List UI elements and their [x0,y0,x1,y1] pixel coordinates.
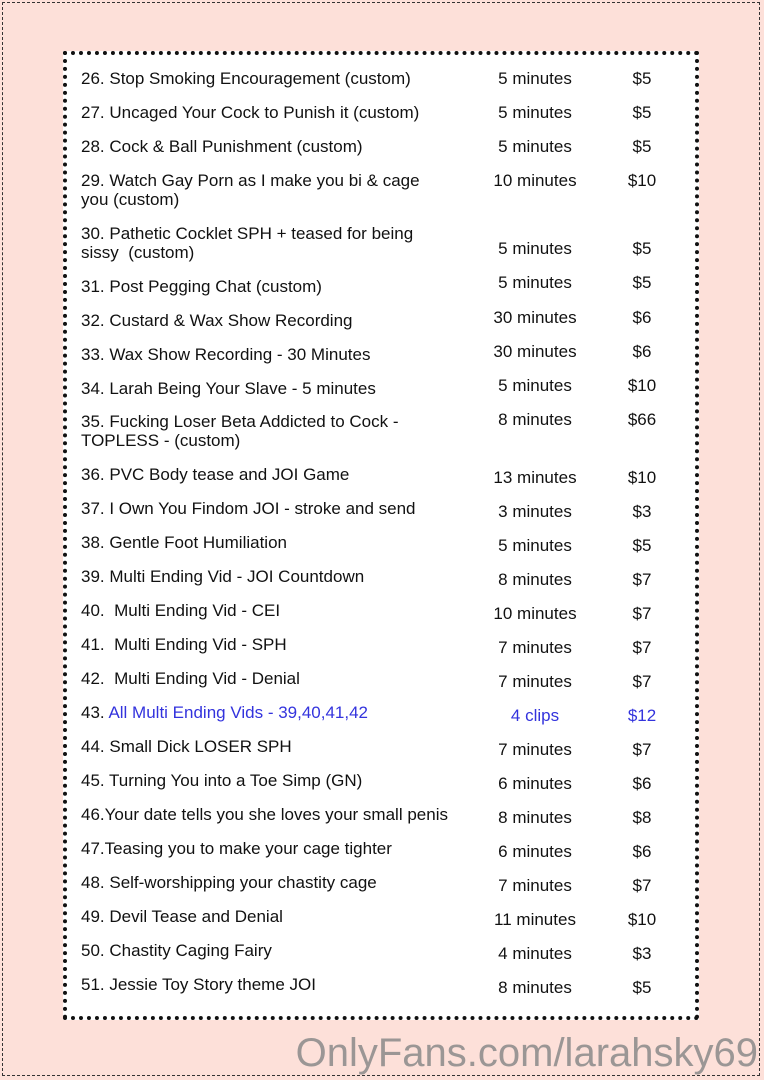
item-price: $5 [632,103,652,122]
item-duration: 5 minutes [498,137,572,156]
item-price: $7 [632,876,652,895]
item-price: $10 [627,468,657,487]
item-price: $3 [632,944,652,963]
item-price: $5 [632,137,652,156]
item-number: 43. [81,703,105,722]
watermark-text: OnlyFans.com/larahsky69 [295,1031,758,1075]
item-price: $3 [632,502,652,521]
item-title: 40. Multi Ending Vid - CEI [81,601,281,620]
item-price: $12 [627,706,657,725]
bundle-title: All Multi Ending Vids - 39,40,41,42 [108,703,369,722]
item-title: 45. Turning You into a Toe Simp (GN) [81,771,363,790]
item-price: $5 [632,978,652,997]
item-title: 38. Gentle Foot Humiliation [81,533,287,552]
item-duration: 4 minutes [498,944,572,963]
item-price: $6 [632,308,652,327]
item-duration: 5 minutes [498,536,572,555]
item-duration: 8 minutes [498,570,572,589]
item-duration: 30 minutes [493,308,577,327]
item-title: 27. Uncaged Your Cock to Punish it (custom) [81,103,420,122]
item-title: 35. Fucking Loser Beta Addicted to Cock - TOPLESS - (custom) [81,412,403,450]
item-duration: 8 minutes [498,978,572,997]
item-duration: 10 minutes [493,171,577,190]
item-duration: 7 minutes [498,740,572,759]
item-price: $7 [632,672,652,691]
item-price: $10 [627,171,657,190]
item-title [81,703,481,722]
item-price: $7 [632,740,652,759]
item-price: $5 [632,536,652,555]
price-list-sheet [63,51,699,1020]
item-title: 33. Wax Show Recording - 30 Minutes [81,345,371,364]
item-duration: 5 minutes [498,273,572,292]
item-title: 26. Stop Smoking Encouragement (custom) [81,69,411,88]
item-title: 41. Multi Ending Vid - SPH [81,635,287,654]
item-title: 31. Post Pegging Chat (custom) [81,277,322,296]
item-duration: 5 minutes [498,69,572,88]
item-price: $7 [632,638,652,657]
item-duration: 30 minutes [493,342,577,361]
item-price: $6 [632,774,652,793]
item-duration: 5 minutes [498,103,572,122]
item-title: 42. Multi Ending Vid - Denial [81,669,300,688]
item-duration: 4 clips [510,706,560,725]
item-price: $10 [627,376,657,395]
item-title: 50. Chastity Caging Fairy [81,941,272,960]
item-title: 36. PVC Body tease and JOI Game [81,465,350,484]
item-duration: 13 minutes [493,468,577,487]
item-price: $6 [632,342,652,361]
item-duration: 6 minutes [498,842,572,861]
item-price: $66 [627,410,657,429]
item-duration: 10 minutes [493,604,577,623]
item-duration: 8 minutes [498,410,572,429]
item-title: 49. Devil Tease and Denial [81,907,283,926]
item-title: 51. Jessie Toy Story theme JOI [81,975,316,994]
item-price: $7 [632,604,652,623]
item-duration: 11 minutes [494,910,576,929]
item-title: 30. Pathetic Cocklet SPH + teased for being sissy (custom) [81,224,418,262]
item-duration: 5 minutes [498,376,572,395]
item-price: $5 [632,239,652,258]
item-price: $7 [632,570,652,589]
item-price: $6 [632,842,652,861]
item-title: 34. Larah Being Your Slave - 5 minutes [81,379,376,398]
item-duration: 5 minutes [498,239,572,258]
item-duration: 7 minutes [498,876,572,895]
item-title: 28. Cock & Ball Punishment (custom) [81,137,363,156]
item-title: 46.Your date tells you she loves your small penis [81,805,448,824]
item-title: 29. Watch Gay Porn as I make you bi & cage you (custom) [81,171,425,209]
item-duration: 7 minutes [498,638,572,657]
item-title: 44. Small Dick LOSER SPH [81,737,292,756]
item-duration: 8 minutes [498,808,572,827]
item-title: 37. I Own You Findom JOI - stroke and send [81,499,416,518]
item-title: 39. Multi Ending Vid - JOI Countdown [81,567,365,586]
item-price: $5 [632,273,652,292]
item-duration: 7 minutes [498,672,572,691]
item-price: $5 [632,69,652,88]
item-price: $8 [632,808,652,827]
item-title: 48. Self-worshipping your chastity cage [81,873,377,892]
item-duration: 6 minutes [498,774,572,793]
item-price: $10 [627,910,657,929]
item-title: 32. Custard & Wax Show Recording [81,311,353,330]
item-title: 47.Teasing you to make your cage tighter [81,839,392,858]
item-duration: 3 minutes [498,502,572,521]
